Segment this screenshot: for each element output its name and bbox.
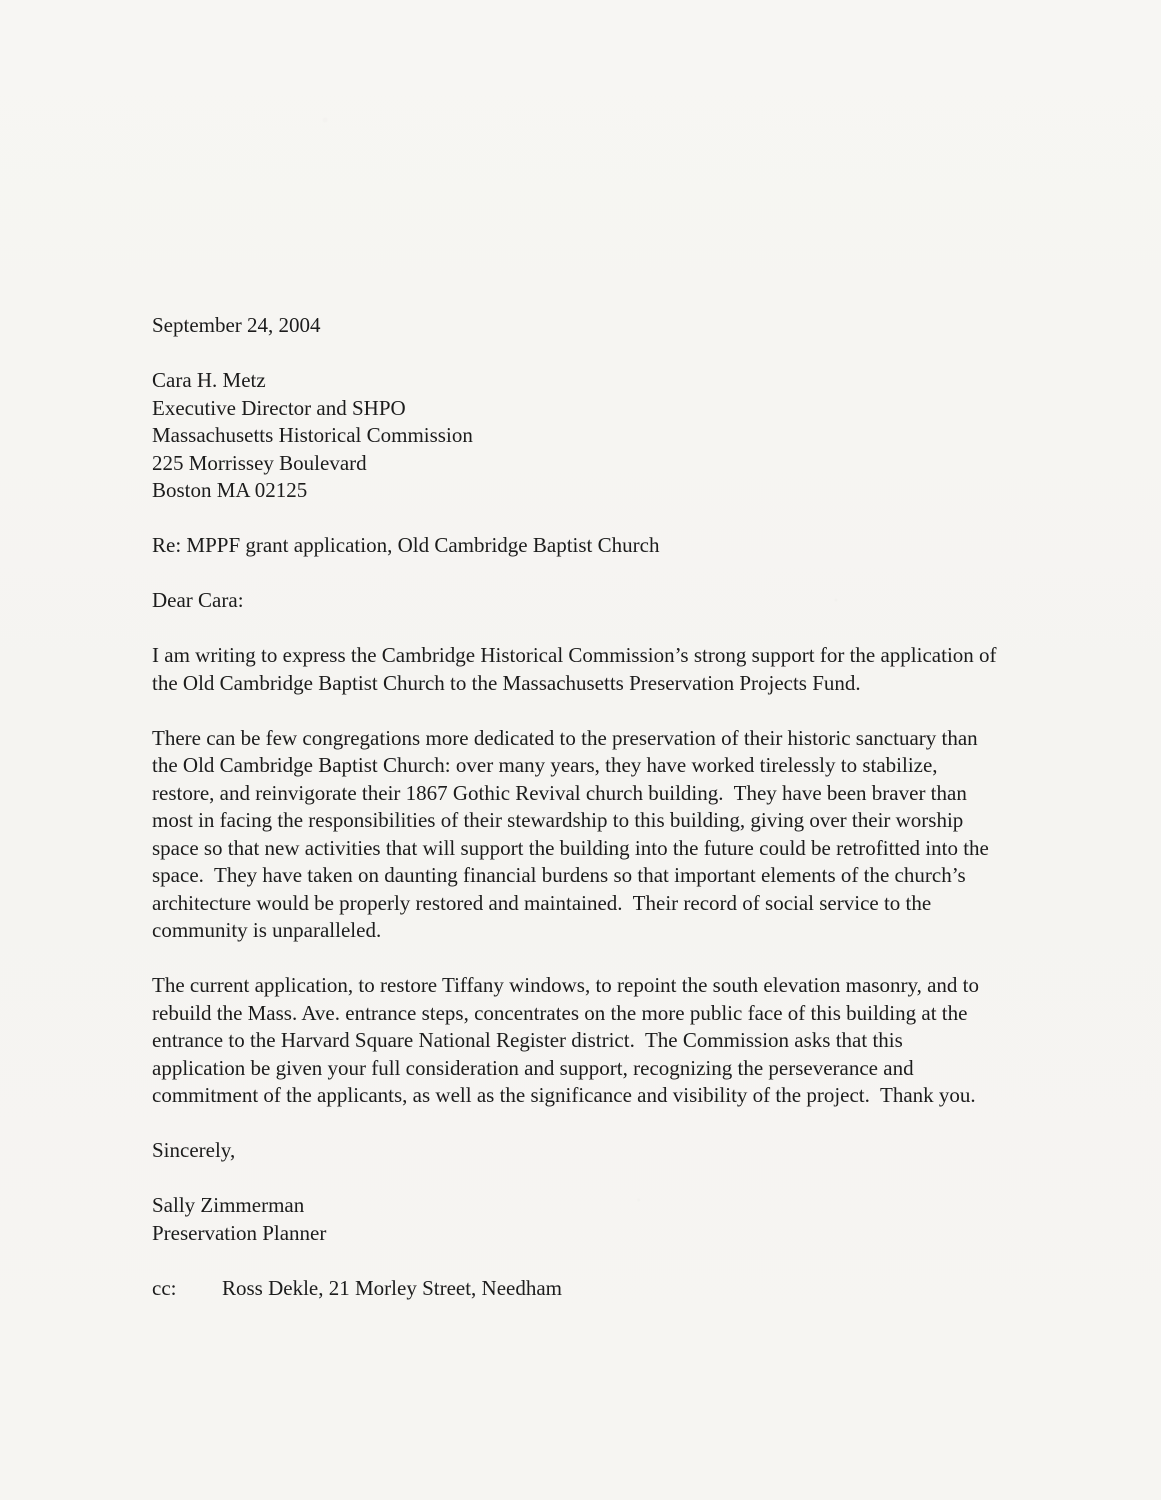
- cc-row: [152, 1275, 998, 1303]
- salutation: Dear Cara:: [152, 588, 244, 612]
- recipient-organization: Massachusetts Historical Commission: [152, 423, 473, 447]
- letter-date: September 24, 2004: [152, 313, 321, 337]
- paragraph-congregation: There can be few congregations more dedicated to the preservation of their historic sanctuary than the Old Cambridge Baptist Church: over many years, they have worked tirelessly to stabilize, restore, and reinvigorate their 1867 Gothic Revival church building. They have been braver than most in facing the responsibilities of their stewardship to this building, giving over their worship space so that new activities that will support the building into the future could be retrofitted into the space. They have taken on daunting financial burdens so that important elements of the church’s architecture would be properly restored and maintained. Their record of social service to the community is unparalleled.: [152, 725, 995, 942]
- cc-label: cc:: [152, 1275, 177, 1300]
- recipient-address-block: [152, 367, 998, 505]
- signature-name: Sally Zimmerman: [152, 1193, 305, 1217]
- paragraph-application: The current application, to restore Tiffany windows, to repoint the south elevation masonry, and to rebuild the Mass. Ave. entrance steps, concentrates on the more public face of this building at the entrance to the Harvard Square National Register district. The Commission asks that this application be given your full consideration and support, recognizing the perseverance and commitment of the applicants, as well as the significance and visibility of the project. Thank you.: [152, 973, 985, 1107]
- recipient-title: Executive Director and SHPO: [152, 395, 406, 420]
- recipient-name: Cara H. Metz: [152, 368, 266, 392]
- signature-title: Preservation Planner: [152, 1220, 327, 1245]
- closing: Sincerely,: [152, 1138, 236, 1162]
- signature-block: [152, 1192, 998, 1247]
- recipient-city: Boston MA 02125: [152, 478, 308, 502]
- re-line: Re: MPPF grant application, Old Cambridge Baptist Church: [152, 533, 660, 557]
- recipient-street: 225 Morrissey Boulevard: [152, 450, 367, 475]
- cc-value: Ross Dekle, 21 Morley Street, Needham: [222, 1275, 563, 1300]
- letter-body: [152, 312, 1002, 1302]
- paragraph-support: I am writing to express the Cambridge Historical Commission’s strong support for the application of the Old Cambridge Baptist Church to the Massachusetts Preservation Projects Fund.: [152, 643, 1002, 695]
